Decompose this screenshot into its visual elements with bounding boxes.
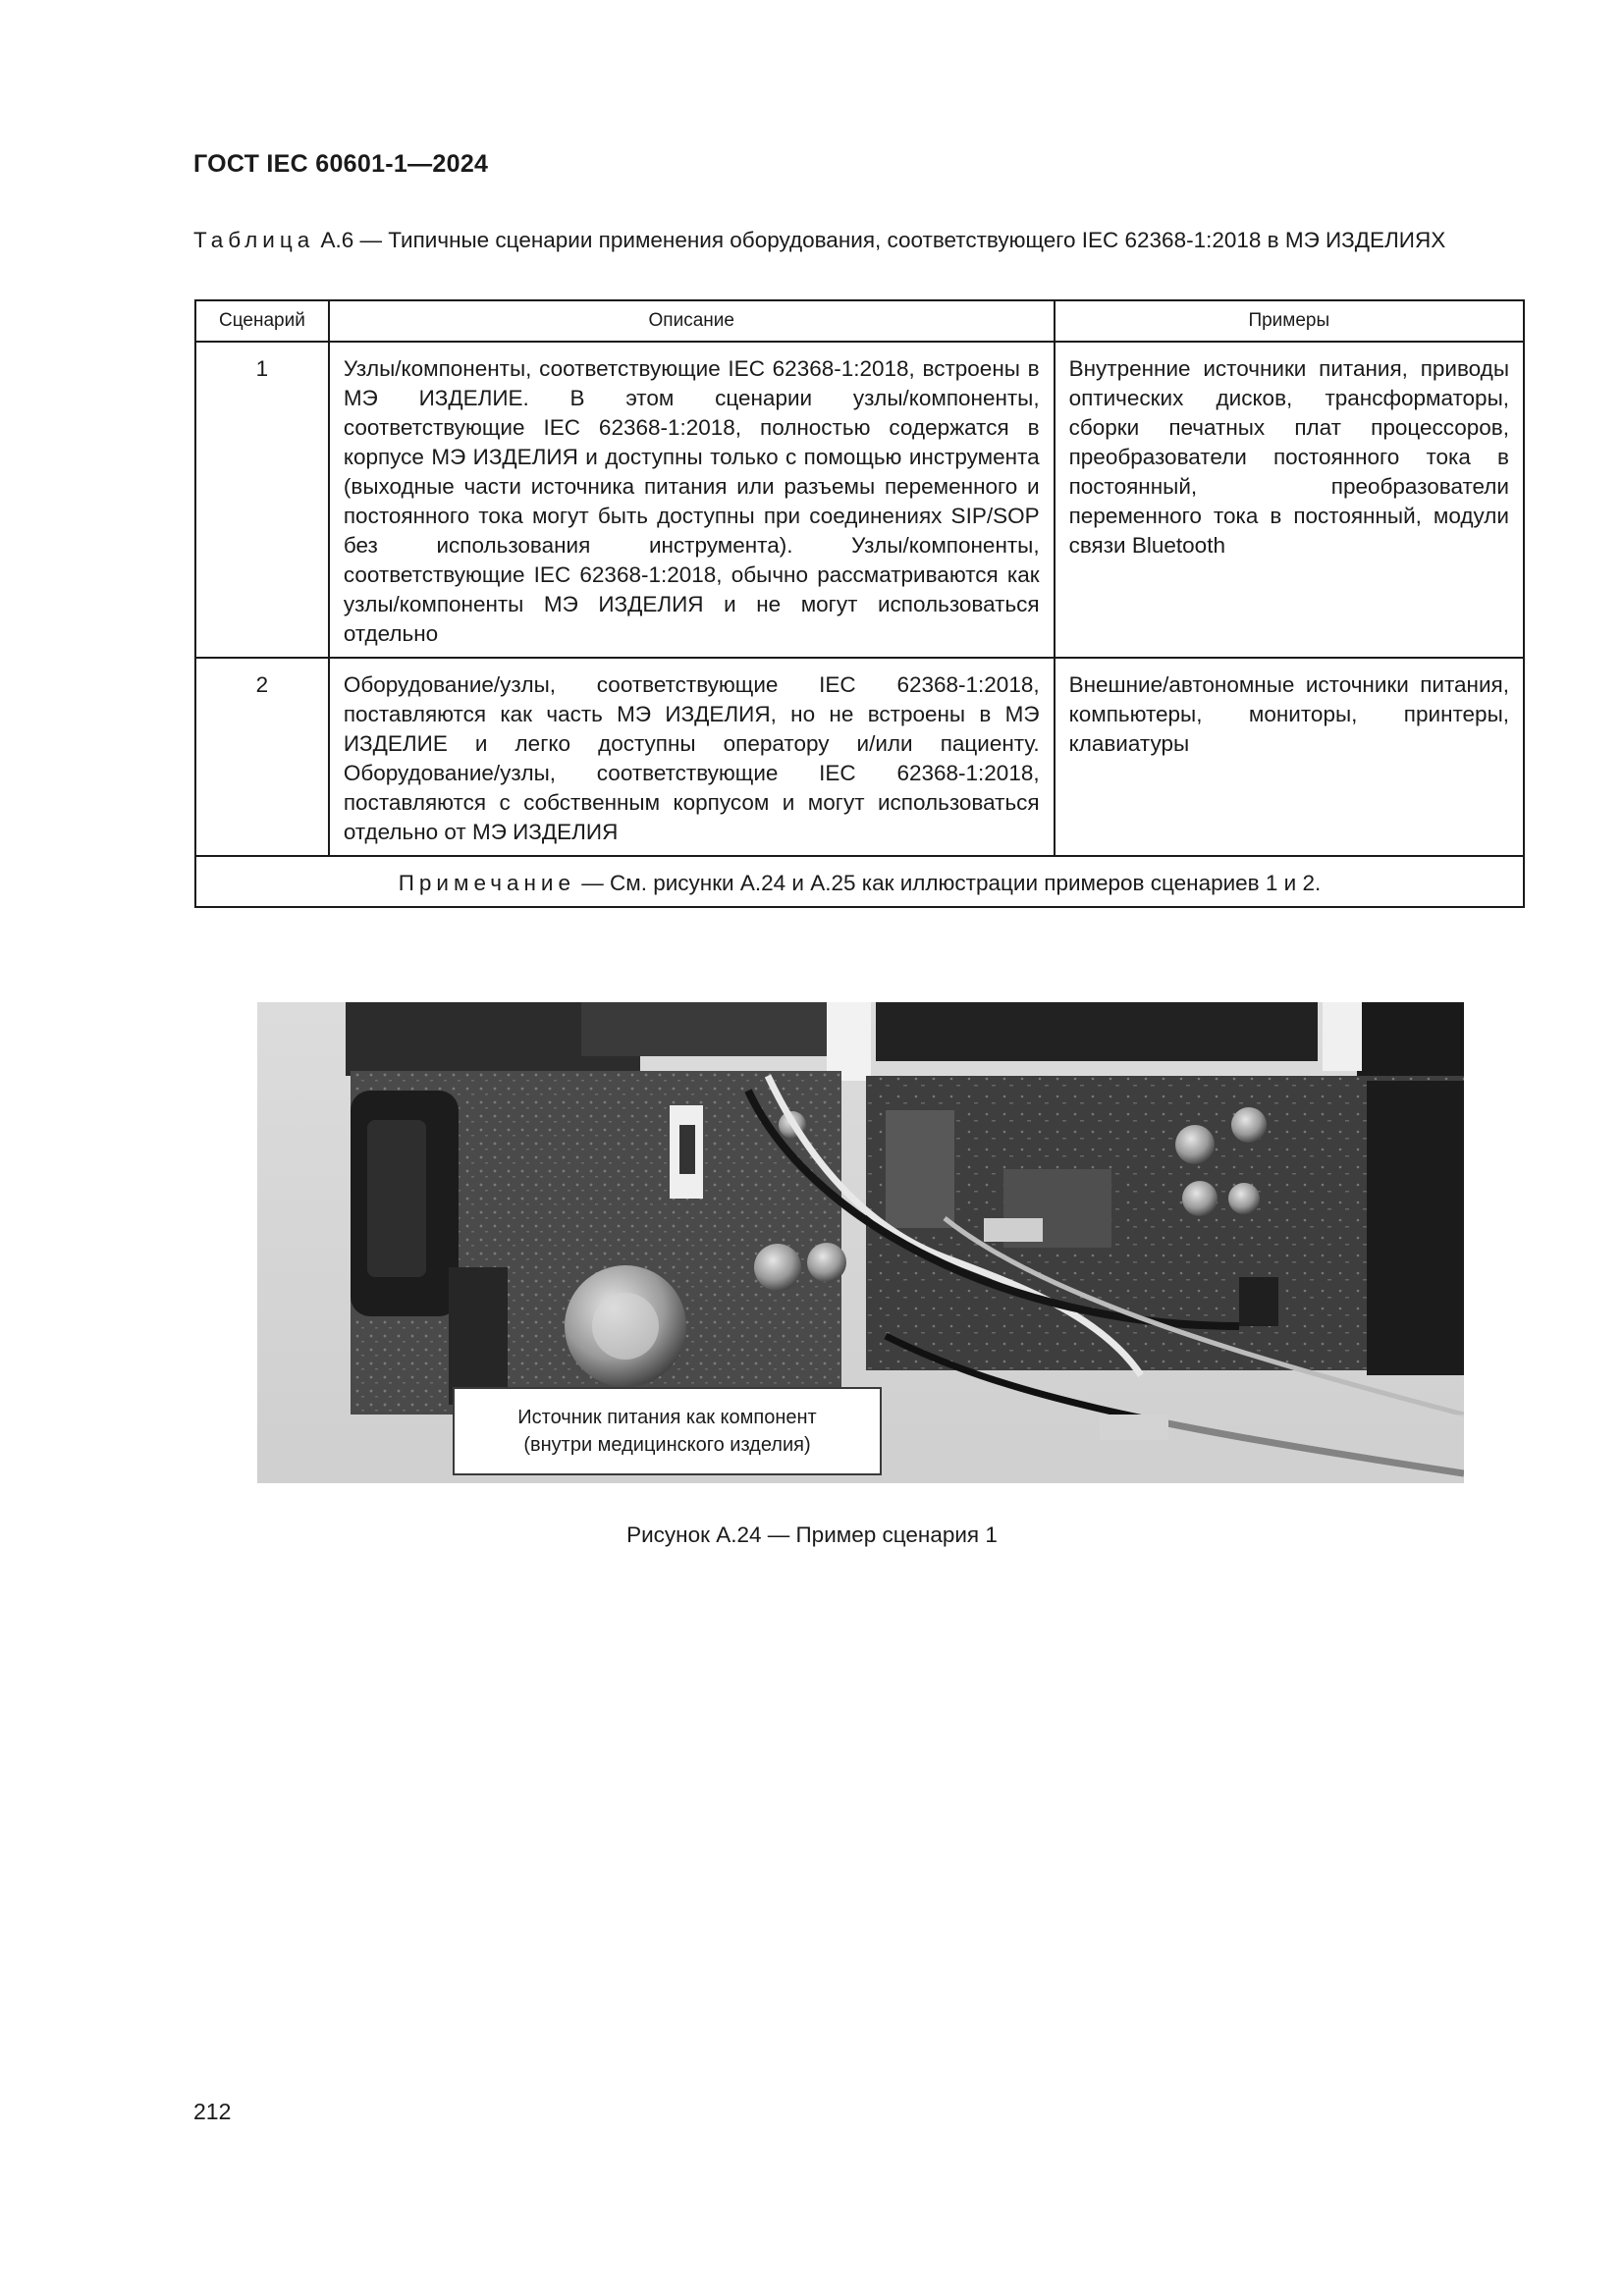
note-text: — См. рисунки А.24 и А.25 как иллюстрации примеров сценариев 1 и 2. bbox=[581, 871, 1322, 895]
note-label: Примечание bbox=[398, 871, 575, 895]
scenario-number: 1 bbox=[195, 342, 329, 658]
figure-callout bbox=[453, 1387, 882, 1475]
table-row bbox=[195, 342, 1524, 658]
scenarios-table bbox=[194, 299, 1525, 908]
scenario-examples: Внешние/автономные источники питания, компьютеры, мониторы, принтеры, клавиатуры bbox=[1055, 658, 1524, 856]
scenario-examples: Внутренние источники питания, приводы оптических дисков, трансформаторы, сборки печатных плат процессоров, преобразователи постоянного тока в постоянный, преобразователи переменного тока в постоянный, модули связи Bluetooth bbox=[1055, 342, 1524, 658]
header-examples: Примеры bbox=[1055, 300, 1524, 342]
table-note-row bbox=[195, 856, 1524, 907]
scenario-description: Оборудование/узлы, соответствующие IEC 62368-1:2018, поставляются как часть МЭ ИЗДЕЛИЯ, но не встроены в МЭ ИЗДЕЛИЕ и легко доступны оператору и/или пациенту. Оборудование/узлы, соответствующие IEC 62368-1:2018, поставляются с собственным корпусом и могут использоваться отдельно от МЭ ИЗДЕЛИЯ bbox=[329, 658, 1055, 856]
figure-caption: Рисунок А.24 — Пример сценария 1 bbox=[626, 1522, 998, 1547]
header-description: Описание bbox=[329, 300, 1055, 342]
table-header-row bbox=[195, 300, 1524, 342]
scenario-description: Узлы/компоненты, соответствующие IEC 62368-1:2018, встроены в МЭ ИЗДЕЛИЕ. В этом сценарии узлы/компоненты, соответствующие IEC 62368-1:2018, полностью содержатся в корпусе МЭ ИЗДЕЛИЯ и доступны только с помощью инструмента (выходные части источника питания или разъемы переменного и постоянного тока могут быть доступны при соединениях SIP/SOP без использования инструмента). Узлы/компоненты, соответствующие IEC 62368-1:2018, обычно рассматриваются как узлы/компоненты МЭ ИЗДЕЛИЯ и не могут использоваться отдельно bbox=[329, 342, 1055, 658]
scenario-number: 2 bbox=[195, 658, 329, 856]
callout-line-2: (внутри медицинского изделия) bbox=[523, 1434, 811, 1456]
document-header: ГОСТ IEC 60601-1—2024 bbox=[193, 150, 489, 178]
table-caption-text: А.6 — Типичные сценарии применения оборудования, соответствующего IEC 62368-1:2018 в МЭ ИЗДЕЛИЯХ bbox=[320, 228, 1446, 252]
callout-line-1: Источник питания как компонент bbox=[517, 1407, 817, 1428]
table-caption bbox=[193, 226, 1529, 254]
table-row bbox=[195, 658, 1524, 856]
table-caption-label: Таблица bbox=[193, 228, 315, 252]
page-number: 212 bbox=[193, 2099, 232, 2124]
header-scenario: Сценарий bbox=[195, 300, 329, 342]
table-note bbox=[195, 856, 1524, 907]
